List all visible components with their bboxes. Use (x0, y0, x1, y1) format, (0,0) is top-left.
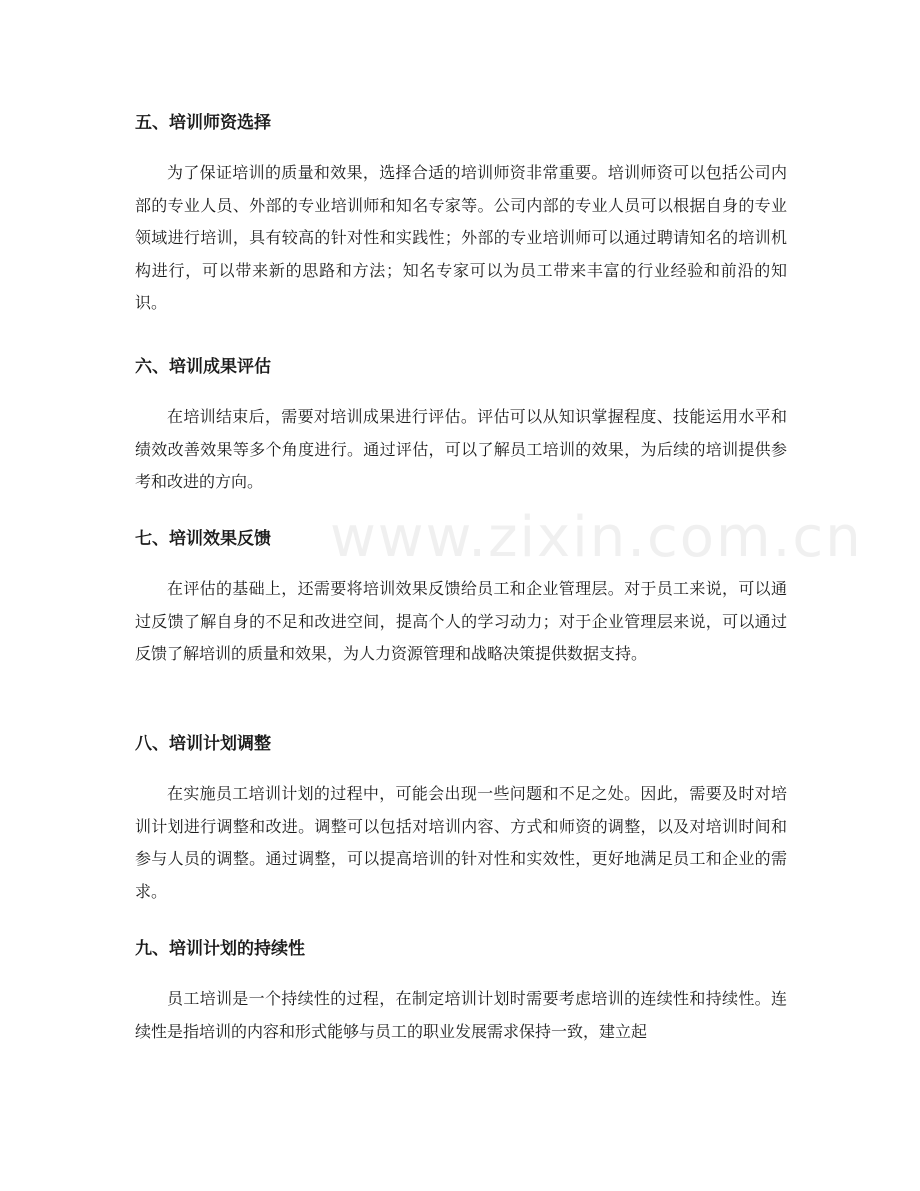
section-9 (135, 939, 787, 1048)
section-paragraph: 员工培训是一个持续性的过程，在制定培训计划时需要考虑培训的连续性和持续性。连续性是指培训的内容和形式能够与员工的职业发展需求保持一致，建立起 (135, 989, 787, 1041)
section-8 (135, 734, 787, 908)
section-paragraph: 在培训结束后，需要对培训成果进行评估。评估可以从知识掌握程度、技能运用水平和绩效改善效果等多个角度进行。通过评估，可以了解员工培训的效果，为后续的培训提供参考和改进的方向。 (135, 407, 787, 492)
section-paragraph: 在实施员工培训计划的过程中，可能会出现一些问题和不足之处。因此，需要及时对培训计划进行调整和改进。调整可以包括对培训内容、方式和师资的调整，以及对培训时间和参与人员的调整。通过调整，可以提高培训的针对性和实效性，更好地满足员工和企业的需求。 (135, 784, 787, 901)
section-heading: 七、培训效果反馈 (135, 529, 271, 549)
watermark: www.zixin.com.cn (330, 505, 863, 570)
section-heading: 五、培训师资选择 (135, 113, 271, 133)
section-paragraph: 在评估的基础上，还需要将培训效果反馈给员工和企业管理层。对于员工来说，可以通过反馈了解自身的不足和改进空间，提高个人的学习动力；对于企业管理层来说，可以通过反馈了解培训的质量和效果，为人力资源管理和战略决策提供数据支持。 (135, 579, 787, 664)
section-6 (135, 357, 787, 499)
section-heading: 九、培训计划的持续性 (135, 939, 305, 959)
section-heading: 八、培训计划调整 (135, 734, 271, 754)
section-heading: 六、培训成果评估 (135, 357, 271, 377)
section-paragraph: 为了保证培训的质量和效果，选择合适的培训师资非常重要。培训师资可以包括公司内部的专业人员、外部的专业培训师和知名专家等。公司内部的专业人员可以根据自身的专业领域进行培训，具有较高的针对性和实践性；外部的专业培训师可以通过聘请知名的培训机构进行，可以带来新的思路和方法；知名专家可以为员工带来丰富的行业经验和前沿的知识。 (135, 163, 787, 313)
section-5 (135, 113, 787, 320)
section-7 (135, 529, 787, 671)
